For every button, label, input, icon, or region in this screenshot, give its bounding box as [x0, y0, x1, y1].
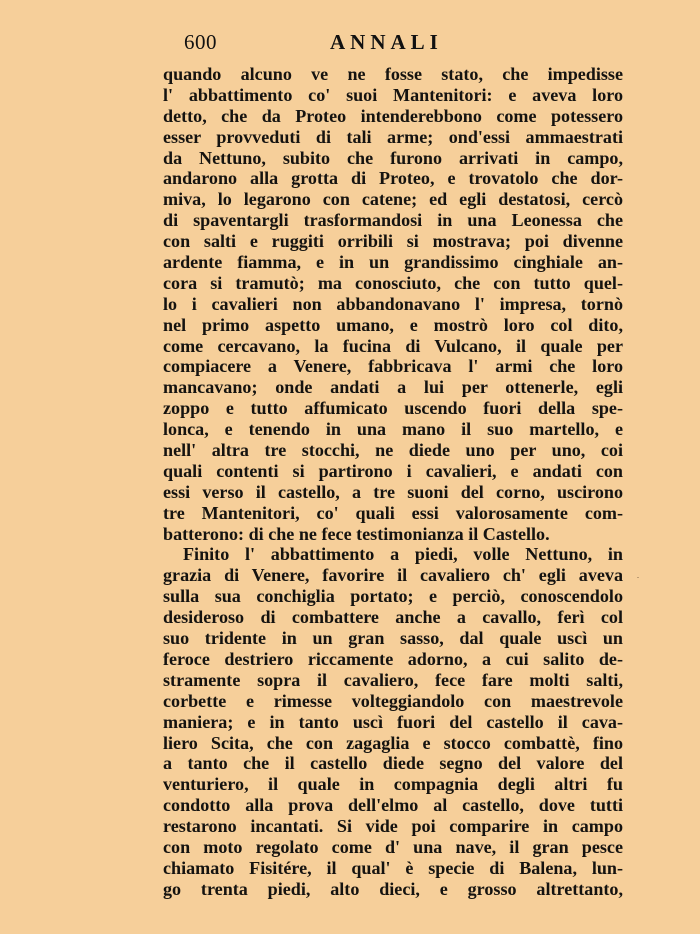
text-line: quali contenti si partirono i cavalieri, e andati con [163, 460, 623, 481]
text-line: con salti e ruggiti orribili si mostrava; poi divenne [163, 231, 623, 252]
text-line: da Nettuno, subito che furono arrivati in campo, [163, 147, 623, 168]
text-line: chiamato Fisitére, il qual' è specie di Balena, lun- [163, 857, 623, 878]
text-line: esser provveduti di tali arme; ond'essi ammaestrati [163, 126, 623, 147]
text-line: di spaventargli trasformandosi in una Leonessa che [163, 210, 623, 231]
text-line: l' abbattimento co' suoi Mantenitori: e aveva loro [163, 84, 623, 105]
paragraph-2 [163, 544, 623, 899]
page-header [0, 28, 700, 60]
text-line: tre Mantenitori, co' quali essi valorosamente com- [163, 502, 623, 523]
text-line: con moto regolato come d' una nave, il gran pesce [163, 836, 623, 857]
text-line: venturiero, il quale in compagnia degli altri fu [163, 774, 623, 795]
text-line: condotto alla prova dell'elmo al castello, dove tutti [163, 795, 623, 816]
text-line: nell' altra tre stocchi, ne diede uno per uno, coi [163, 440, 623, 461]
paragraph-1 [163, 64, 623, 544]
text-line: zoppo e tutto affumicato uscendo fuori della spe- [163, 398, 623, 419]
text-line: detto, che da Proteo intenderebbono come potessero [163, 105, 623, 126]
text-line: maniera; e in tanto uscì fuori del castello il cava- [163, 711, 623, 732]
text-line: suo tridente in un gran sasso, dal quale uscì un [163, 628, 623, 649]
text-line: compiacere a Venere, fabbricava l' armi che loro [163, 356, 623, 377]
text-line: quando alcuno ve ne fosse stato, che impedisse [163, 64, 623, 84]
text-line: cora si tramutò; ma conosciuto, che con tutto quel- [163, 272, 623, 293]
text-line: essi verso il castello, a tre suoni del corno, uscirono [163, 481, 623, 502]
text-line: come cercavano, la fucina di Vulcano, il quale per [163, 335, 623, 356]
text-line: miva, lo legarono con catene; ed egli destatosi, cercò [163, 189, 623, 210]
text-line: grazia di Venere, favorire il cavaliero ch' egli aveva [163, 565, 623, 586]
text-line: corbette e rimesse volteggiandolo con maestrevole [163, 690, 623, 711]
text-line: liero Scita, che con zagaglia e stocco combattè, fino [163, 732, 623, 753]
text-line: sulla sua conchiglia portato; e perciò, conoscendolo [163, 586, 623, 607]
page-number: 600 [184, 30, 217, 54]
text-line: go trenta piedi, alto dieci, e grosso altrettanto, [163, 878, 623, 899]
text-line: lo i cavalieri non abbandonavano l' impresa, tornò [163, 293, 623, 314]
text-line: Finito l' abbattimento a piedi, volle Nettuno, in [183, 544, 623, 565]
text-line: ardente fiamma, e in un grandissimo cinghiale an- [163, 252, 623, 273]
text-line: lonca, e tenendo in una mano il suo martello, e [163, 419, 623, 440]
body-text [163, 64, 623, 900]
text-line: andarono alla grotta di Proteo, e trovatolo che dor- [163, 168, 623, 189]
text-line: batterono: di che ne fece testimonianza il Castello. [163, 523, 550, 544]
text-line: restarono incantati. Si vide poi comparire in campo [163, 816, 623, 837]
text-line: stramente sopra il cavaliero, fece fare molti salti, [163, 669, 623, 690]
text-line: feroce destriero riccamente adorno, a cui salito de- [163, 648, 623, 669]
paper-speck [637, 577, 639, 578]
text-line: desideroso di combattere anche a cavallo, ferì col [163, 607, 623, 628]
text-line: mancavano; onde andati a lui per ottenerle, egli [163, 377, 623, 398]
running-head: ANNALI [330, 30, 443, 54]
text-line: nel primo aspetto umano, e mostrò loro col dito, [163, 314, 623, 335]
text-line: a tanto che il castello diede segno del valore del [163, 753, 623, 774]
